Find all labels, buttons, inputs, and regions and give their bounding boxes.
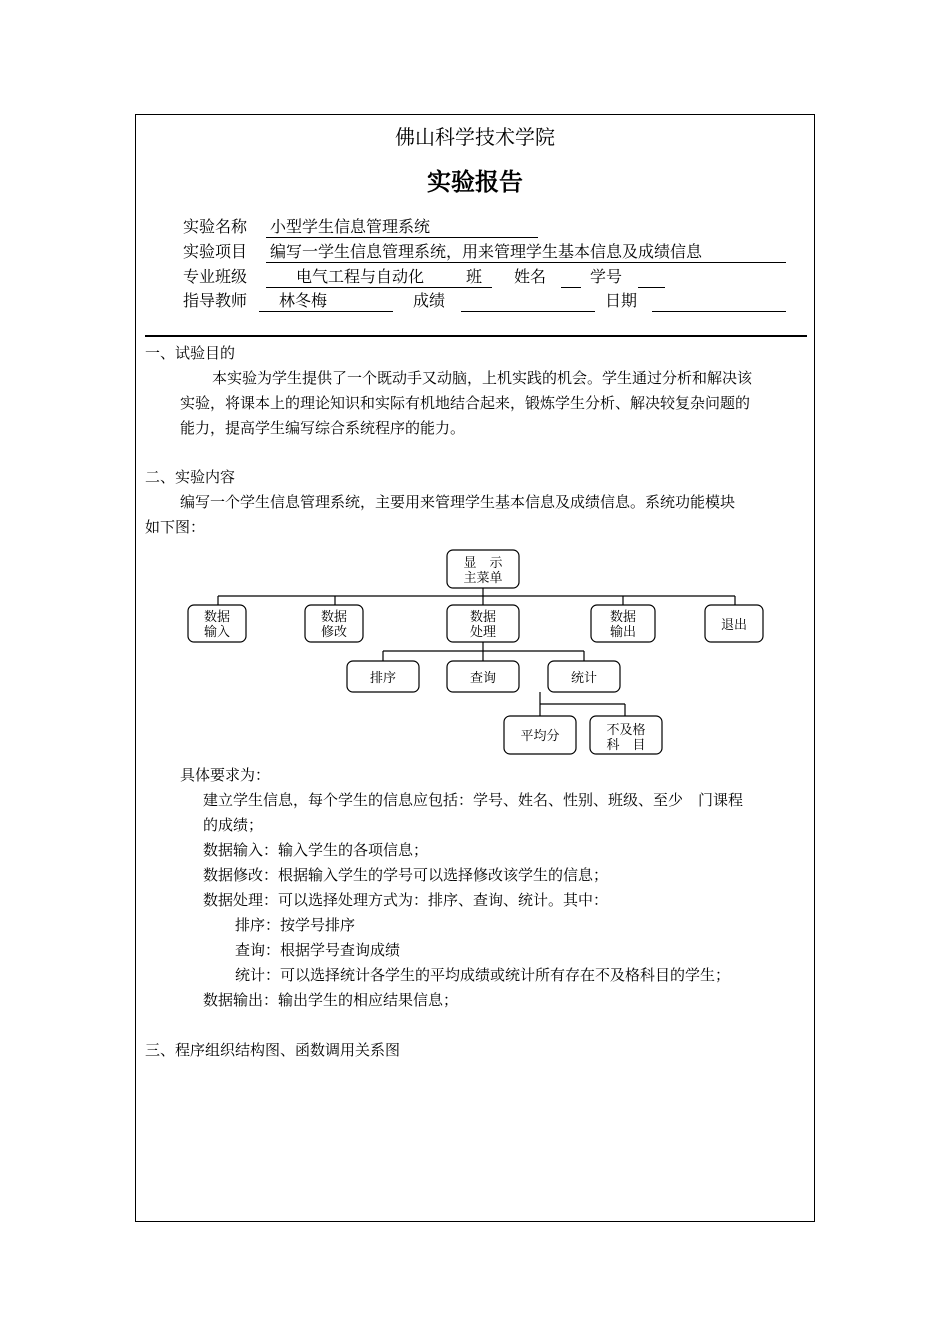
requirement-sort: 排序：按学号排序 — [235, 916, 356, 934]
node-root-line-1: 显 示 — [463, 556, 503, 571]
node-input-line-2: 输入 — [203, 625, 231, 640]
requirement-query: 查询：根据学号查询成绩 — [235, 941, 401, 959]
report-title: 实验报告 — [427, 168, 523, 196]
node-modify-line-2: 修改 — [320, 625, 348, 640]
experiment-name-label: 实验名称 — [183, 217, 248, 236]
experiment-name-value: 小型学生信息管理系统 — [270, 217, 431, 236]
node-root-line-2: 主菜单 — [463, 571, 503, 586]
node-input-line-1: 数据 — [203, 610, 231, 625]
requirement-modify: 数据修改：根据输入学生的学号可以选择修改该学生的信息； — [203, 866, 609, 884]
node-process-line-2: 处理 — [469, 625, 497, 640]
section1-line-1: 本实验为学生提供了一个既动手又动脑，上机实践的机会。学生通过分析和解决该 — [212, 369, 753, 387]
node-sort: 排序 — [369, 671, 397, 686]
requirement-process: 数据处理：可以选择处理方式为：排序、查询、统计。其中： — [203, 891, 609, 909]
experiment-project-label: 实验项目 — [183, 242, 248, 261]
class-value: 电气工程与自动化 — [296, 267, 425, 286]
requirements-heading: 具体要求为： — [180, 766, 271, 784]
node-failed-line-2: 科 目 — [606, 738, 646, 753]
requirement-output: 数据输出：输出学生的相应结果信息； — [203, 991, 459, 1009]
node-modify-line-1: 数据 — [320, 610, 348, 625]
teacher-value: 林冬梅 — [279, 291, 328, 310]
node-output-line-1: 数据 — [609, 610, 637, 625]
node-exit: 退出 — [720, 618, 748, 633]
node-average: 平均分 — [520, 729, 560, 744]
teacher-label: 指导教师 — [183, 291, 248, 310]
section1-heading: 一、试验目的 — [145, 344, 236, 362]
section1-line-3: 能力，提高学生编写综合系统程序的能力。 — [180, 419, 466, 437]
node-output-line-2: 输出 — [609, 625, 637, 640]
section3-heading: 三、程序组织结构图、函数调用关系图 — [145, 1041, 401, 1059]
section2-heading: 二、实验内容 — [145, 468, 236, 486]
requirement-1: 建立学生信息，每个学生的信息应包括：学号、姓名、性别、班级、至少 门课程 — [203, 791, 744, 809]
node-query: 查询 — [469, 671, 497, 686]
student-name-label: 姓名 — [514, 267, 547, 286]
score-label: 成绩 — [413, 291, 446, 310]
node-process-line-1: 数据 — [469, 610, 497, 625]
requirement-input: 数据输入：输入学生的各项信息； — [203, 841, 429, 859]
class-suffix: 班 — [466, 267, 483, 286]
node-stats: 统计 — [570, 671, 598, 686]
school-name: 佛山科学技术学院 — [395, 125, 555, 149]
section1-line-2: 实验，将课本上的理论知识和实际有机地结合起来，锻炼学生分析、解决较复杂问题的 — [180, 394, 751, 412]
node-failed-line-1: 不及格 — [606, 723, 646, 738]
experiment-project-value: 编写一学生信息管理系统，用来管理学生基本信息及成绩信息 — [270, 242, 703, 261]
module-diagram — [0, 540, 950, 770]
requirement-stats: 统计：可以选择统计各学生的平均成绩或统计所有存在不及格科目的学生； — [235, 966, 731, 984]
header-divider — [145, 335, 807, 337]
class-label: 专业班级 — [183, 267, 248, 286]
section2-intro-2: 如下图： — [145, 518, 206, 536]
section2-intro-1: 编写一个学生信息管理系统，主要用来管理学生基本信息及成绩信息。系统功能模块 — [180, 493, 736, 511]
requirement-1-cont: 的成绩； — [203, 816, 264, 834]
date-label: 日期 — [605, 291, 638, 310]
student-id-label: 学号 — [590, 267, 623, 286]
